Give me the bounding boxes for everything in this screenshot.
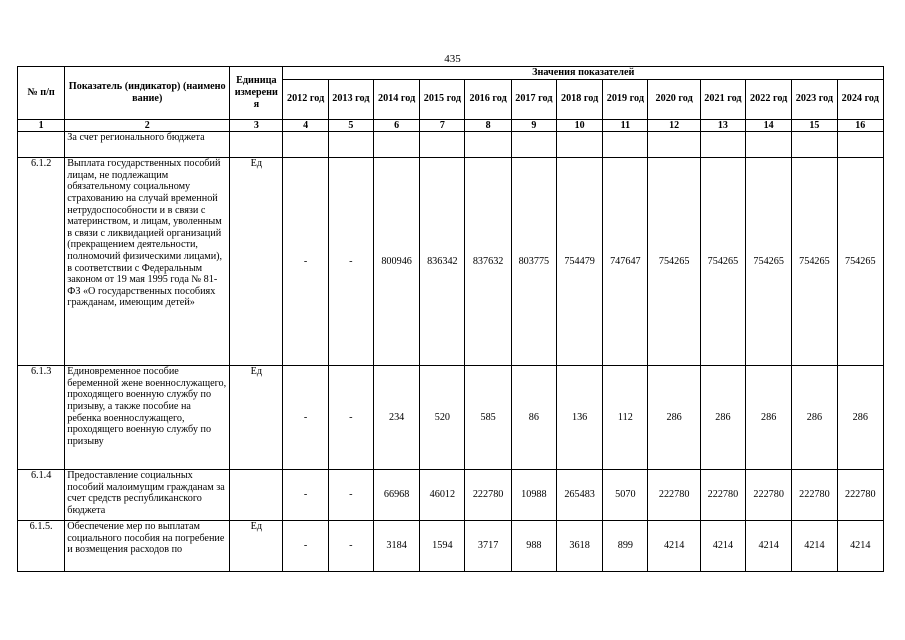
value-cell: 286 xyxy=(648,366,700,470)
value-cell: 4214 xyxy=(648,521,700,572)
header-year: 2021 год xyxy=(700,79,745,119)
value-cell: 3717 xyxy=(465,521,511,572)
header-year: 2020 год xyxy=(648,79,700,119)
value-cell: 1594 xyxy=(420,521,465,572)
value-cell xyxy=(746,132,792,158)
column-number: 14 xyxy=(746,119,792,132)
value-cell: 222780 xyxy=(837,470,883,521)
row-number: 6.1.2 xyxy=(18,158,65,366)
value-cell xyxy=(420,132,465,158)
value-cell: 899 xyxy=(603,521,648,572)
value-cell: 286 xyxy=(837,366,883,470)
header-unit: Единица измерения xyxy=(230,67,283,120)
value-cell: - xyxy=(328,470,373,521)
column-number: 10 xyxy=(556,119,602,132)
value-cell: 754479 xyxy=(556,158,602,366)
value-cell: 4214 xyxy=(746,521,792,572)
value-cell: - xyxy=(328,521,373,572)
value-cell: 222780 xyxy=(648,470,700,521)
unit-cell: Ед xyxy=(230,366,283,470)
header-year: 2014 год xyxy=(373,79,419,119)
value-cell: 988 xyxy=(511,521,556,572)
header-year: 2012 год xyxy=(283,79,328,119)
indicator-name: Выплата государственных пособий лицам, не подлежащим обязательному социальному страхованию на случай временной нетрудоспособности и в связи с материнством, и лицам, уволенным в связи с ликвидацией организаций (прекращением деятельности, полномочий физическими лицами), в соответствии с Федеральным законом от 19 мая 1995 года № 81-ФЗ «О государственных пособиях гражданам, имеющим детей» xyxy=(65,158,230,366)
column-number: 3 xyxy=(230,119,283,132)
header-year: 2016 год xyxy=(465,79,511,119)
value-cell xyxy=(648,132,700,158)
value-cell: 46012 xyxy=(420,470,465,521)
value-cell xyxy=(556,132,602,158)
header-year: 2018 год xyxy=(556,79,602,119)
column-number: 2 xyxy=(65,119,230,132)
table-row xyxy=(18,366,884,470)
header-no: № п/п xyxy=(18,67,65,120)
value-cell: 136 xyxy=(556,366,602,470)
value-cell: 5070 xyxy=(603,470,648,521)
indicator-name: Обеспечение мер по выплатам социального пособия на погребение и возмещения расходов по xyxy=(65,521,230,572)
table-row xyxy=(18,521,884,572)
value-cell: 836342 xyxy=(420,158,465,366)
value-cell xyxy=(328,132,373,158)
value-cell: 803775 xyxy=(511,158,556,366)
value-cell: - xyxy=(283,366,328,470)
column-number: 5 xyxy=(328,119,373,132)
value-cell: 747647 xyxy=(603,158,648,366)
value-cell: 286 xyxy=(700,366,745,470)
indicator-name: Предоставление социальных пособий малоимущим гражданам за счет средств республиканского бюджета xyxy=(65,470,230,521)
row-number: 6.1.4 xyxy=(18,470,65,521)
value-cell: - xyxy=(283,158,328,366)
value-cell: 4214 xyxy=(837,521,883,572)
value-cell: 286 xyxy=(792,366,837,470)
value-cell: 754265 xyxy=(700,158,745,366)
value-cell xyxy=(511,132,556,158)
value-cell: 66968 xyxy=(373,470,419,521)
header-year: 2024 год xyxy=(837,79,883,119)
value-cell xyxy=(837,132,883,158)
indicator-name: Единовременное пособие беременной жене военнослужащего, проходящего военную службу по призыву, а также пособие на ребенка военнослужащего, проходящего военную службу по призыву xyxy=(65,366,230,470)
value-cell: 4214 xyxy=(792,521,837,572)
value-cell: - xyxy=(328,158,373,366)
value-cell: - xyxy=(283,521,328,572)
value-cell: 585 xyxy=(465,366,511,470)
header-values-title: Значения показателей xyxy=(283,67,884,80)
indicators-table xyxy=(17,66,884,572)
value-cell: 10988 xyxy=(511,470,556,521)
header-year: 2019 год xyxy=(603,79,648,119)
value-cell: 800946 xyxy=(373,158,419,366)
value-cell xyxy=(283,132,328,158)
value-cell xyxy=(792,132,837,158)
value-cell: 222780 xyxy=(792,470,837,521)
value-cell xyxy=(465,132,511,158)
value-cell: 520 xyxy=(420,366,465,470)
unit-cell xyxy=(230,470,283,521)
header-year: 2023 год xyxy=(792,79,837,119)
table-row xyxy=(18,470,884,521)
header-indicator: Показатель (индикатор) (наименование) xyxy=(65,67,230,120)
value-cell: 222780 xyxy=(465,470,511,521)
value-cell: 112 xyxy=(603,366,648,470)
value-cell: 754265 xyxy=(837,158,883,366)
column-number: 8 xyxy=(465,119,511,132)
table-row xyxy=(18,132,884,158)
value-cell: 754265 xyxy=(648,158,700,366)
unit-cell: Ед xyxy=(230,521,283,572)
column-number: 4 xyxy=(283,119,328,132)
value-cell: - xyxy=(328,366,373,470)
header-year: 2017 год xyxy=(511,79,556,119)
column-number: 16 xyxy=(837,119,883,132)
table-row xyxy=(18,158,884,366)
value-cell: 86 xyxy=(511,366,556,470)
unit-cell: Ед xyxy=(230,158,283,366)
value-cell: - xyxy=(283,470,328,521)
value-cell: 4214 xyxy=(700,521,745,572)
indicator-name: За счет регионального бюджета xyxy=(65,132,230,158)
row-number: 6.1.3 xyxy=(18,366,65,470)
column-number: 6 xyxy=(373,119,419,132)
value-cell: 837632 xyxy=(465,158,511,366)
unit-cell xyxy=(230,132,283,158)
column-number: 9 xyxy=(511,119,556,132)
header-year: 2013 год xyxy=(328,79,373,119)
value-cell: 286 xyxy=(746,366,792,470)
value-cell: 222780 xyxy=(746,470,792,521)
value-cell: 222780 xyxy=(700,470,745,521)
header-year: 2015 год xyxy=(420,79,465,119)
value-cell xyxy=(373,132,419,158)
column-number: 12 xyxy=(648,119,700,132)
value-cell: 234 xyxy=(373,366,419,470)
value-cell: 754265 xyxy=(746,158,792,366)
column-number: 15 xyxy=(792,119,837,132)
row-number: 6.1.5. xyxy=(18,521,65,572)
column-numbers-row xyxy=(18,119,884,132)
column-number: 13 xyxy=(700,119,745,132)
header-year: 2022 год xyxy=(746,79,792,119)
column-number: 1 xyxy=(18,119,65,132)
column-number: 11 xyxy=(603,119,648,132)
row-number xyxy=(18,132,65,158)
value-cell: 3618 xyxy=(556,521,602,572)
page-number: 435 xyxy=(444,53,461,65)
column-number: 7 xyxy=(420,119,465,132)
value-cell: 265483 xyxy=(556,470,602,521)
value-cell: 754265 xyxy=(792,158,837,366)
value-cell xyxy=(603,132,648,158)
value-cell: 3184 xyxy=(373,521,419,572)
value-cell xyxy=(700,132,745,158)
